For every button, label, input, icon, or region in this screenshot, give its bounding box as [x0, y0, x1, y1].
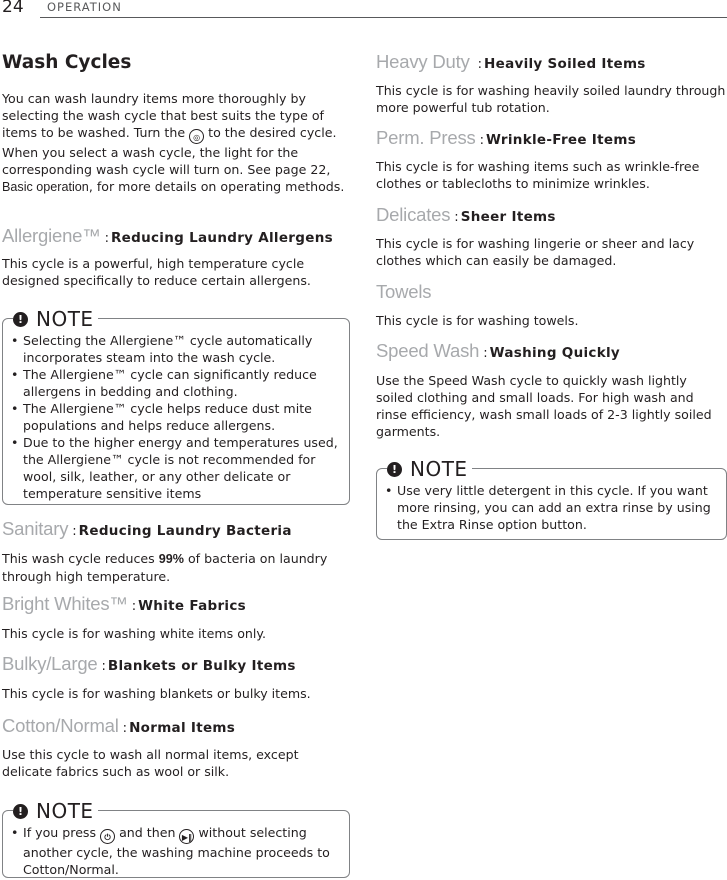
note-item — [11, 824, 343, 878]
note-list — [11, 332, 343, 502]
heavy-duty-heading — [376, 51, 727, 73]
bright-whites-text: This cycle is for washing white items only. — [2, 626, 267, 641]
cycle-name: Perm. Press — [376, 127, 476, 148]
speed-wash-note — [376, 457, 727, 540]
warning-icon: ! — [387, 462, 402, 477]
note-item: • The Allergiene™ cycle can significantly reduce allergens in bedding and clothing. — [11, 366, 343, 400]
cycle-sep: : — [477, 57, 483, 72]
cotton-normal-heading — [2, 715, 350, 737]
bulky-large-heading — [2, 653, 350, 675]
note-text-2: and then — [119, 825, 176, 840]
basic-operation-ref: Basic operation — [2, 180, 89, 194]
allergiene-text: This cycle is a powerful, high temperature cycle designed specifically to reduce certain allergens. — [2, 256, 311, 288]
cycle-name: Delicates — [376, 204, 451, 225]
note-item: • Due to the higher energy and temperatures used, the Allergiene™ cycle is not recommended for wool, silk, leather, or any other delicate or temperature sensitive items — [11, 434, 343, 502]
speed-wash-text: Use the Speed Wash cycle to quickly wash lightly soiled clothing and small loads. For high wash and rinse efficiency, wash small loads of 2-3 lightly soiled garments. — [376, 373, 712, 439]
cycle-name: Allergiene™ — [2, 225, 101, 246]
cycle-subtitle: Sheer Items — [460, 209, 556, 225]
cycle-name: Speed Wash — [376, 340, 480, 361]
note-header — [13, 800, 98, 822]
cycle-sep: : — [483, 346, 488, 361]
cycle-subtitle: Reducing Laundry Allergens — [110, 230, 333, 246]
cycle-subtitle: Reducing Laundry Bacteria — [78, 523, 292, 539]
sanitary-text — [2, 550, 350, 585]
start-pause-button-icon: ▶‖ — [179, 829, 194, 844]
sanitary-heading — [2, 518, 350, 540]
intro-text-1: You can wash laundry items more thoroughly by selecting the wash cycle that best suits the type of items to be washed. Turn the — [2, 91, 324, 140]
note-text-1: If you press — [23, 825, 97, 840]
delicates-text: This cycle is for washing lingerie or sheer and lacy clothes which can easily be damaged. — [376, 236, 695, 268]
allergiene-note — [2, 307, 350, 505]
bulky-large-text: This cycle is for washing blankets or bulky items. — [2, 686, 311, 701]
cycle-subtitle: Washing Quickly — [489, 345, 621, 361]
allergiene-heading — [2, 225, 350, 247]
cycle-subtitle: Wrinkle-Free Items — [485, 132, 637, 148]
cycle-name: Bright Whites™ — [2, 593, 128, 614]
cycle-sep: : — [101, 659, 106, 674]
cycle-sep: : — [479, 133, 484, 148]
cycle-name: Cotton/Normal — [2, 715, 119, 736]
perm-press-heading — [376, 127, 727, 149]
cycle-name: Heavy Duty — [376, 51, 470, 72]
note-text-3: without selecting another cycle, the washing machine proceeds to Cotton/Normal. — [23, 825, 330, 877]
section-title: OPERATION — [47, 0, 122, 14]
sanitary-percentage: 99% — [158, 552, 184, 566]
speed-wash-heading — [376, 340, 727, 362]
note-label: NOTE — [410, 457, 468, 481]
intro-text-3: , for more details on operating methods. — [88, 179, 345, 194]
cycle-subtitle: Normal Items — [129, 720, 236, 736]
note-label: NOTE — [36, 307, 94, 331]
cycle-subtitle: Blankets or Bulky Items — [107, 658, 296, 674]
heavy-duty-text: This cycle is for washing heavily soiled laundry through more powerful tub rotation. — [376, 83, 726, 115]
cycle-subtitle: Heavily Soiled Items — [484, 56, 646, 72]
cycle-subtitle: White Fabrics — [138, 598, 246, 614]
note-item: • The Allergiene™ cycle helps reduce dust mite populations and helps reduce allergens. — [11, 400, 343, 434]
note-item: • Use very little detergent in this cycle. If you want more rinsing, you can add an extra rinse by using the Extra Rinse option button. — [385, 482, 720, 533]
note-header — [13, 308, 98, 330]
cycle-sep: : — [454, 210, 459, 225]
cycle-sep: : — [72, 524, 77, 539]
sanitary-text-a: This wash cycle reduces — [2, 551, 159, 566]
cycle-sep: : — [122, 721, 128, 736]
bright-whites-heading — [2, 593, 350, 615]
warning-icon: ! — [13, 312, 28, 327]
note-header — [387, 458, 472, 480]
cycle-name: Sanitary — [2, 518, 69, 539]
cycle-sep: : — [104, 231, 109, 246]
perm-press-text: This cycle is for washing items such as wrinkle-free clothes or tablecloths to minimize wrinkles. — [376, 159, 700, 191]
cotton-normal-text: Use this cycle to wash all normal items, except delicate fabrics such as wool or silk. — [2, 747, 299, 779]
towels-text: This cycle is for washing towels. — [376, 313, 579, 328]
towels-heading — [376, 281, 727, 303]
page-number: 24 — [2, 0, 24, 17]
power-button-icon: ⏻ — [100, 829, 115, 844]
sanitary-text-b: of bacteria on laundry through high temperature. — [2, 551, 328, 584]
delicates-heading — [376, 204, 727, 226]
note-list — [11, 824, 343, 878]
intro-paragraph — [2, 90, 350, 196]
intro-text-2: to the desired cycle. When you select a wash cycle, the light for the corresponding wash cycle will turn on. See page 22, — [2, 125, 337, 177]
cotton-note — [2, 799, 350, 878]
cycle-dial-icon: ◎ — [189, 129, 204, 144]
header-rule — [40, 17, 727, 18]
note-list — [385, 482, 720, 533]
page-header — [0, 0, 727, 20]
cycle-name: Towels — [376, 281, 432, 302]
note-item: • Selecting the Allergiene™ cycle automatically incorporates steam into the wash cycle. — [11, 332, 343, 366]
page-title: Wash Cycles — [2, 52, 132, 73]
cycle-name: Bulky/Large — [2, 653, 98, 674]
note-label: NOTE — [36, 799, 94, 823]
warning-icon: ! — [13, 804, 28, 819]
cycle-sep: : — [131, 599, 137, 614]
